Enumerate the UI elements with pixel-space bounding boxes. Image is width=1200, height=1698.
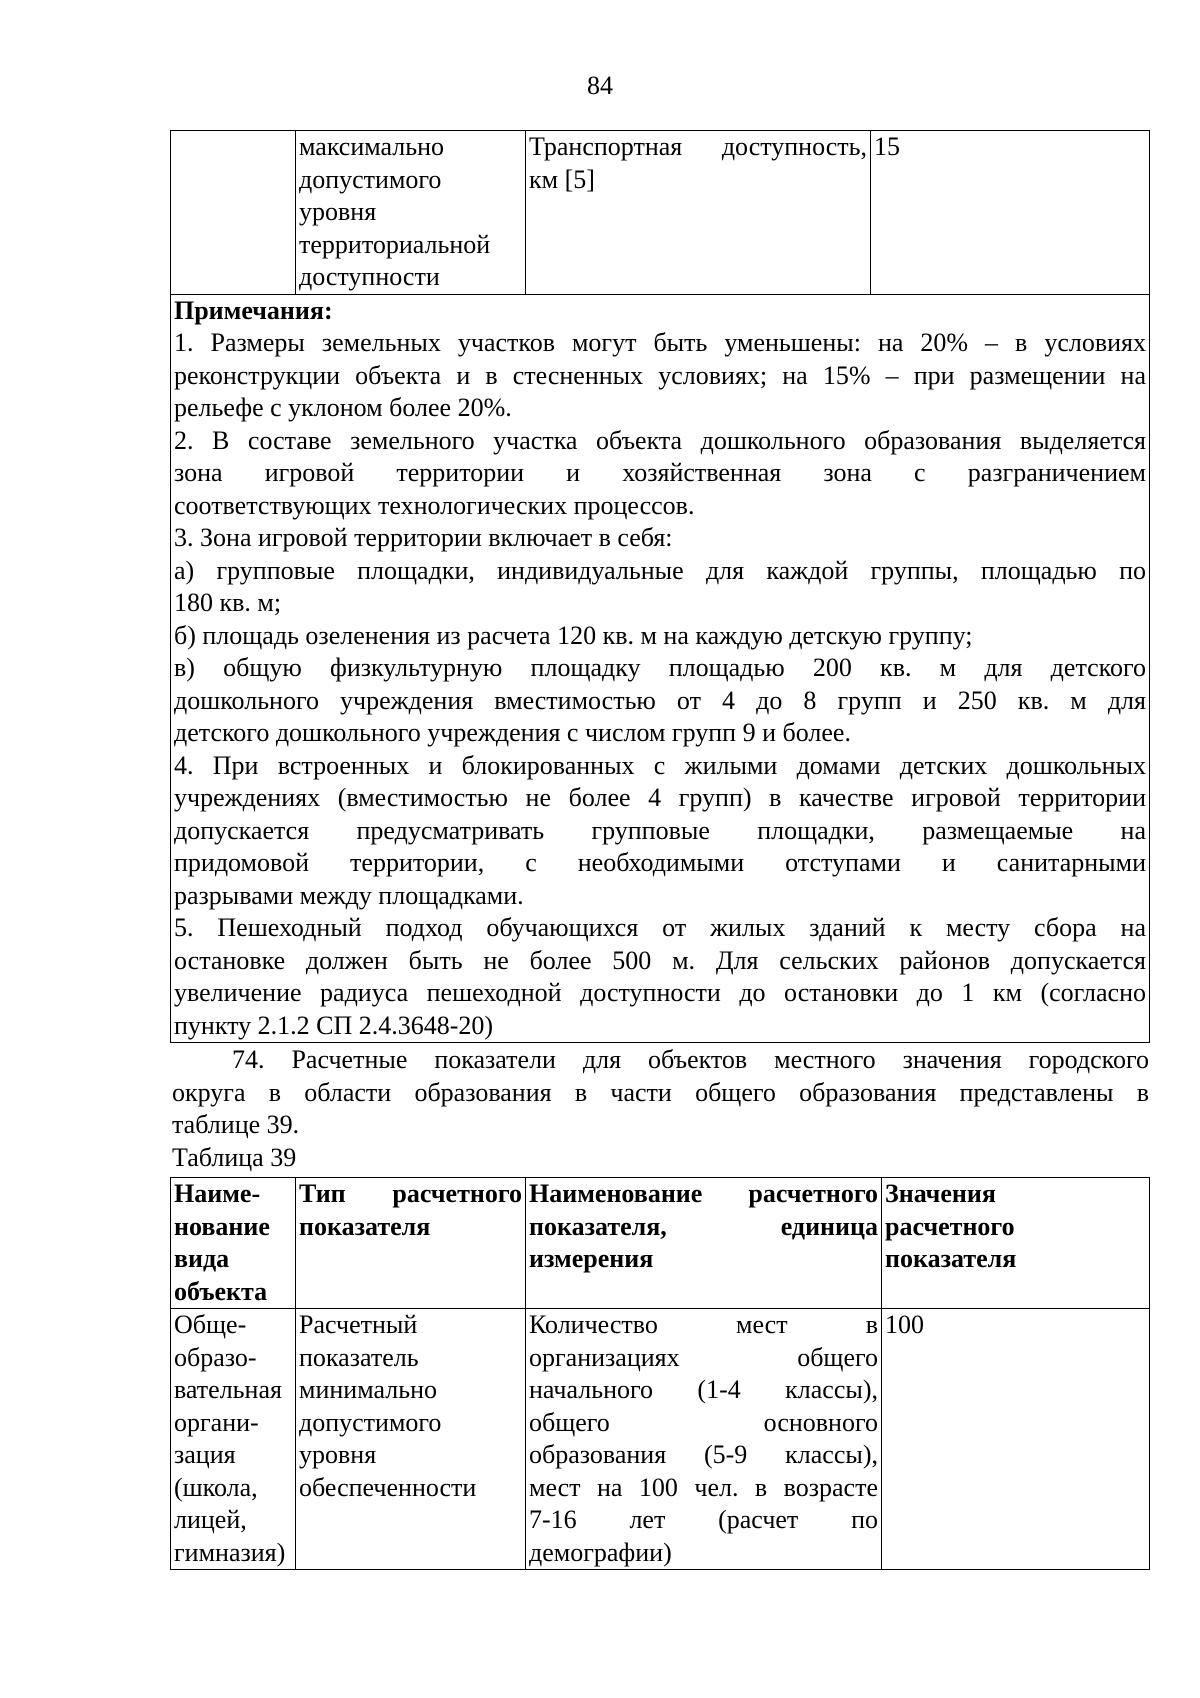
header-indicator-name: Наименование расчетного показателя, единица измерения	[526, 1178, 882, 1309]
note-line: 5. Пешеходный подход обучающихся от жилых зданий к месту сбора на	[174, 913, 1146, 942]
indicator-name-cell: Транспортная доступность, км [5]	[526, 131, 871, 295]
note-line: 2. В составе земельного участка объекта дошкольного образования выделяется	[174, 425, 1146, 455]
note-line: пункту 2.1.2 СП 2.4.3648-20)	[174, 1010, 494, 1040]
note-line: придомовой территории, с необходимыми отступами и санитарными	[174, 848, 1146, 877]
header-indicator-type: Тип расчетного показателя	[296, 1178, 526, 1309]
note-line: разрывами между площадками.	[174, 880, 524, 910]
page-number: 84	[587, 71, 613, 100]
table-caption: Таблица 39	[172, 1143, 297, 1172]
note-line: рельефе с уклоном более 20%.	[174, 393, 512, 422]
note-line: 3. Зона игровой территории включает в себя:	[174, 523, 673, 552]
table-39	[170, 1177, 1150, 1570]
table-header-row	[171, 1178, 1150, 1309]
note-line: 180 кв. м;	[174, 588, 282, 617]
note-line: учреждениях (вместимостью не более 4 групп) в качестве игровой территории	[174, 783, 1146, 812]
indicator-type-cell: Расчетный показатель минимально допустимого уровня обеспеченности	[296, 1309, 526, 1570]
note-line: дошкольного учреждения вместимостью от 4 до 8 групп и 250 кв. м для	[174, 685, 1146, 715]
notes-cell	[171, 294, 1150, 1043]
note-line: б) площадь озеленения из расчета 120 кв. м на каждую детскую группу;	[174, 620, 973, 650]
table-row	[171, 131, 1150, 295]
indicator-value-cell: 15	[871, 131, 1150, 295]
note-line: допускается предусматривать групповые площадки, размещаемые на	[174, 815, 1146, 845]
table-continuation	[170, 130, 1150, 1043]
note-line: зона игровой территории и хозяйственная зона с разграничением	[174, 458, 1146, 487]
note-line: в) общую физкультурную площадку площадью 200 кв. м для детского	[174, 653, 1146, 682]
notes-title: Примечания:	[174, 295, 333, 325]
indicator-name-cell: Количество мест в организациях общего начального (1-4 классы), общего основного образования (5-9 классы), мест на 100 чел. в возрасте 7-16 лет (расчет по демографии)	[526, 1309, 882, 1570]
object-type-cell: Обще- образо- вательная органи- зация (школа, лицей, гимназия)	[171, 1309, 296, 1570]
note-line: увеличение радиуса пешеходной доступности до остановки до 1 км (согласно	[174, 978, 1146, 1007]
note-line: детского дошкольного учреждения с числом групп 9 и более.	[174, 718, 851, 747]
note-line: 4. При встроенных и блокированных с жилыми домами детских дошкольных	[174, 750, 1146, 780]
header-indicator-value: Значения расчетного показателя	[882, 1178, 1150, 1309]
note-line: 1. Размеры земельных участков могут быть уменьшены: на 20% – в условиях	[174, 328, 1146, 357]
notes-row	[171, 294, 1150, 1043]
body-paragraph: 74. Расчетные показатели для объектов местного значения городского округа в области образования в части общего образования представлены в таблице 39.	[172, 1045, 1149, 1139]
header-object-type: Наиме- нование вида объекта	[171, 1178, 296, 1309]
note-line: соответствующих технологических процессов.	[174, 490, 695, 520]
indicator-type-cell: максимально допустимого уровня территориальной доступности	[296, 131, 526, 295]
indicator-value-cell: 100	[882, 1309, 1150, 1570]
empty-cell	[171, 131, 296, 295]
table-row	[171, 1309, 1150, 1570]
note-line: а) групповые площадки, индивидуальные для каждой группы, площадью по	[174, 555, 1146, 585]
note-line: остановке должен быть не более 500 м. Для сельских районов допускается	[174, 945, 1146, 975]
note-line: реконструкции объекта и в стесненных условиях; на 15% – при размещении на	[174, 360, 1146, 390]
